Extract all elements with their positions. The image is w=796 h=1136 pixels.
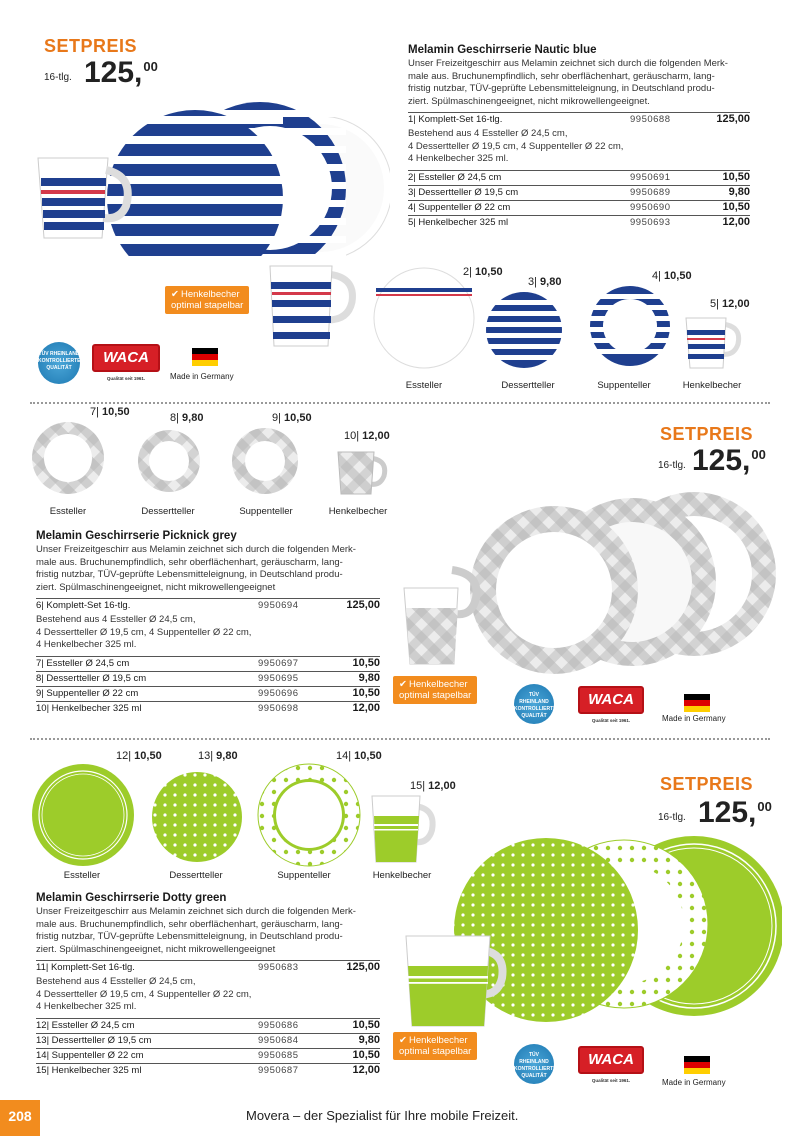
table-row: 2| Essteller Ø 24,5 cm 9950691 10,50 — [408, 171, 750, 183]
price-table — [36, 960, 380, 1078]
dotty-hero-image — [398, 830, 782, 1030]
product-title: Melamin Geschirrserie Dotty green — [36, 892, 227, 904]
set-count: 16-tlg. — [658, 812, 686, 823]
item-label: Essteller — [49, 506, 87, 517]
item-label: Henkelbecher — [682, 380, 742, 391]
item-price: 12| 10,50 — [116, 750, 162, 762]
item-label: Suppenteller — [239, 506, 293, 517]
waca-logo: WACA — [578, 1046, 644, 1074]
waca-tagline: Qualität seit 1961. — [591, 1078, 631, 1083]
stacked-mugs-image — [266, 262, 362, 352]
item-label: Essteller — [63, 870, 101, 881]
stackable-badge: ✔ Henkelbecher optimal stapelbar — [393, 1032, 477, 1060]
item-label: Suppenteller — [277, 870, 331, 881]
set-price: 125,00 — [692, 444, 766, 477]
set-count: 16-tlg. — [658, 460, 686, 471]
tuev-seal-icon: TÜV RHEINLAND KONTROLLIERTE QUALITÄT — [38, 342, 80, 384]
suppenteller-image — [256, 762, 362, 868]
setpreis-label: SETPREIS — [660, 424, 754, 444]
table-row: 6| Komplett-Set 16-tlg. 9950694 125,00 Bestehend aus 4 Essteller Ø 24,5 cm, 4 Dessertteller Ø 19,5 cm, 4 Suppenteller Ø 22 cm, 4 Henkelbecher 325 ml. — [36, 598, 380, 656]
picknick-hero-image — [396, 478, 776, 678]
page-number: 208 — [0, 1100, 40, 1136]
price-table — [408, 112, 750, 230]
item-label: Henkelbecher — [372, 870, 432, 881]
waca-tagline: Qualität seit 1961. — [106, 376, 146, 381]
footer-tagline: Movera – der Spezialist für Ihre mobile Freizeit. — [246, 1108, 519, 1123]
stackable-badge: ✔ Henkelbecher optimal stapelbar — [393, 676, 477, 704]
table-row: 11| Komplett-Set 16-tlg. 9950683 125,00 Bestehend aus 4 Essteller Ø 24,5 cm, 4 Dessertteller Ø 19,5 cm, 4 Suppenteller Ø 22 cm, 4 Henkelbecher 325 ml. — [36, 960, 380, 1018]
setpreis-label: SETPREIS — [44, 36, 138, 56]
item-label: Henkelbecher — [328, 506, 388, 517]
dessertteller-image — [150, 770, 244, 864]
table-row: 10| Henkelbecher 325 ml 9950698 12,00 — [36, 702, 380, 714]
waca-logo: WACA — [92, 344, 160, 372]
suppenteller-image — [230, 426, 300, 496]
product-description: Unser Freizeitgeschirr aus Melamin zeichnet sich durch die folgenden Merk- male aus. Bruchunempfindlich, sehr oberflächenhart, geräuscharm, lang- fristig nutzbar, TÜV-geprüfte Lebensmitteleignung, in Deutschland produ- ziert. Spülmaschinengeeignet, nicht mikrowellengeeignet — [36, 906, 356, 955]
set-count: 16-tlg. — [44, 72, 72, 83]
product-description: Unser Freizeitgeschirr aus Melamin zeichnet sich durch die folgenden Merk- male aus. Bruchunempfindlich, sehr oberflächenhart, geräuscharm, lang- fristig nutzbar, TÜV-geprüfte Lebensmitteleignung, in Deutschland produ- ziert. Spülmaschinengeeignet, nicht mikrowellengeeignet. — [408, 58, 728, 107]
set-price: 125,00 — [698, 796, 772, 829]
table-row: 12| Essteller Ø 24,5 cm 9950686 10,50 — [36, 1019, 380, 1031]
stackable-badge: ✔ Henkelbecher optimal stapelbar — [165, 286, 249, 314]
german-flag-icon — [684, 694, 710, 712]
essteller-image — [372, 266, 476, 370]
made-in-germany: Made in Germany — [662, 1078, 726, 1087]
table-row: 8| Dessertteller Ø 19,5 cm 9950695 9,80 — [36, 672, 380, 684]
table-row: 13| Dessertteller Ø 19,5 cm 9950684 9,80 — [36, 1034, 380, 1046]
table-row: 14| Suppenteller Ø 22 cm 9950685 10,50 — [36, 1049, 380, 1061]
item-price: 3| 9,80 — [528, 276, 562, 288]
table-row: 1| Komplett-Set 16-tlg. 9950688 125,00 Bestehend aus 4 Essteller Ø 24,5 cm, 4 Dessertteller Ø 19,5 cm, 4 Suppenteller Ø 22 cm, 4 Henkelbecher 325 ml. — [408, 112, 750, 170]
item-price: 14| 10,50 — [336, 750, 382, 762]
product-description: Unser Freizeitgeschirr aus Melamin zeichnet sich durch die folgenden Merk- male aus. Bruchunempfindlich, sehr oberflächenhart, geräuscharm, lang- fristig nutzbar, TÜV-geprüfte Lebensmitteleignung, in Deutschland produ- ziert. Spülmaschinengeeignet, nicht mikrowellengeeignet — [36, 544, 356, 593]
table-row: 3| Dessertteller Ø 19,5 cm 9950689 9,80 — [408, 186, 750, 198]
item-label: Dessertteller — [501, 380, 555, 391]
item-label: Suppenteller — [597, 380, 651, 391]
essteller-image — [30, 762, 136, 868]
suppenteller-image — [588, 284, 672, 368]
product-title: Melamin Geschirrserie Picknick grey — [36, 530, 237, 542]
waca-logo: WACA — [578, 686, 644, 714]
item-label: Dessertteller — [141, 506, 195, 517]
section-divider — [30, 402, 770, 404]
made-in-germany: Made in Germany — [662, 714, 726, 723]
item-price: 10| 12,00 — [344, 430, 390, 442]
item-label: Dessertteller — [169, 870, 223, 881]
item-price: 2| 10,50 — [463, 266, 503, 278]
tuev-seal-icon: TÜV RHEINLAND KONTROLLIERTE QUALITÄT — [514, 684, 554, 724]
item-price: 9| 10,50 — [272, 412, 312, 424]
german-flag-icon — [192, 348, 218, 366]
nautic-hero-image — [30, 48, 390, 258]
set-price: 125,00 — [84, 56, 158, 89]
henkelbecher-image — [334, 448, 390, 498]
item-label: Essteller — [405, 380, 443, 391]
german-flag-icon — [684, 1056, 710, 1074]
item-price: 8| 9,80 — [170, 412, 204, 424]
item-price: 4| 10,50 — [652, 270, 692, 282]
table-row: 4| Suppenteller Ø 22 cm 9950690 10,50 — [408, 201, 750, 213]
made-in-germany: Made in Germany — [170, 372, 234, 381]
price-table — [36, 598, 380, 716]
item-price: 13| 9,80 — [198, 750, 238, 762]
product-title: Melamin Geschirrserie Nautic blue — [408, 44, 597, 56]
table-row: 7| Essteller Ø 24,5 cm 9950697 10,50 — [36, 657, 380, 669]
henkelbecher-image — [682, 314, 746, 372]
table-row: 15| Henkelbecher 325 ml 9950687 12,00 — [36, 1064, 380, 1076]
waca-tagline: Qualität seit 1961. — [591, 718, 631, 723]
essteller-image — [30, 420, 106, 496]
setpreis-label: SETPREIS — [660, 774, 754, 794]
item-price: 5| 12,00 — [710, 298, 750, 310]
table-row: 9| Suppenteller Ø 22 cm 9950696 10,50 — [36, 687, 380, 699]
item-price: 15| 12,00 — [410, 780, 456, 792]
table-row: 5| Henkelbecher 325 ml 9950693 12,00 — [408, 216, 750, 228]
dessertteller-image — [484, 290, 564, 370]
tuev-seal-icon: TÜV RHEINLAND KONTROLLIERTE QUALITÄT — [514, 1044, 554, 1084]
section-divider — [30, 738, 770, 740]
dessertteller-image — [136, 428, 202, 494]
item-price: 7| 10,50 — [90, 406, 130, 418]
